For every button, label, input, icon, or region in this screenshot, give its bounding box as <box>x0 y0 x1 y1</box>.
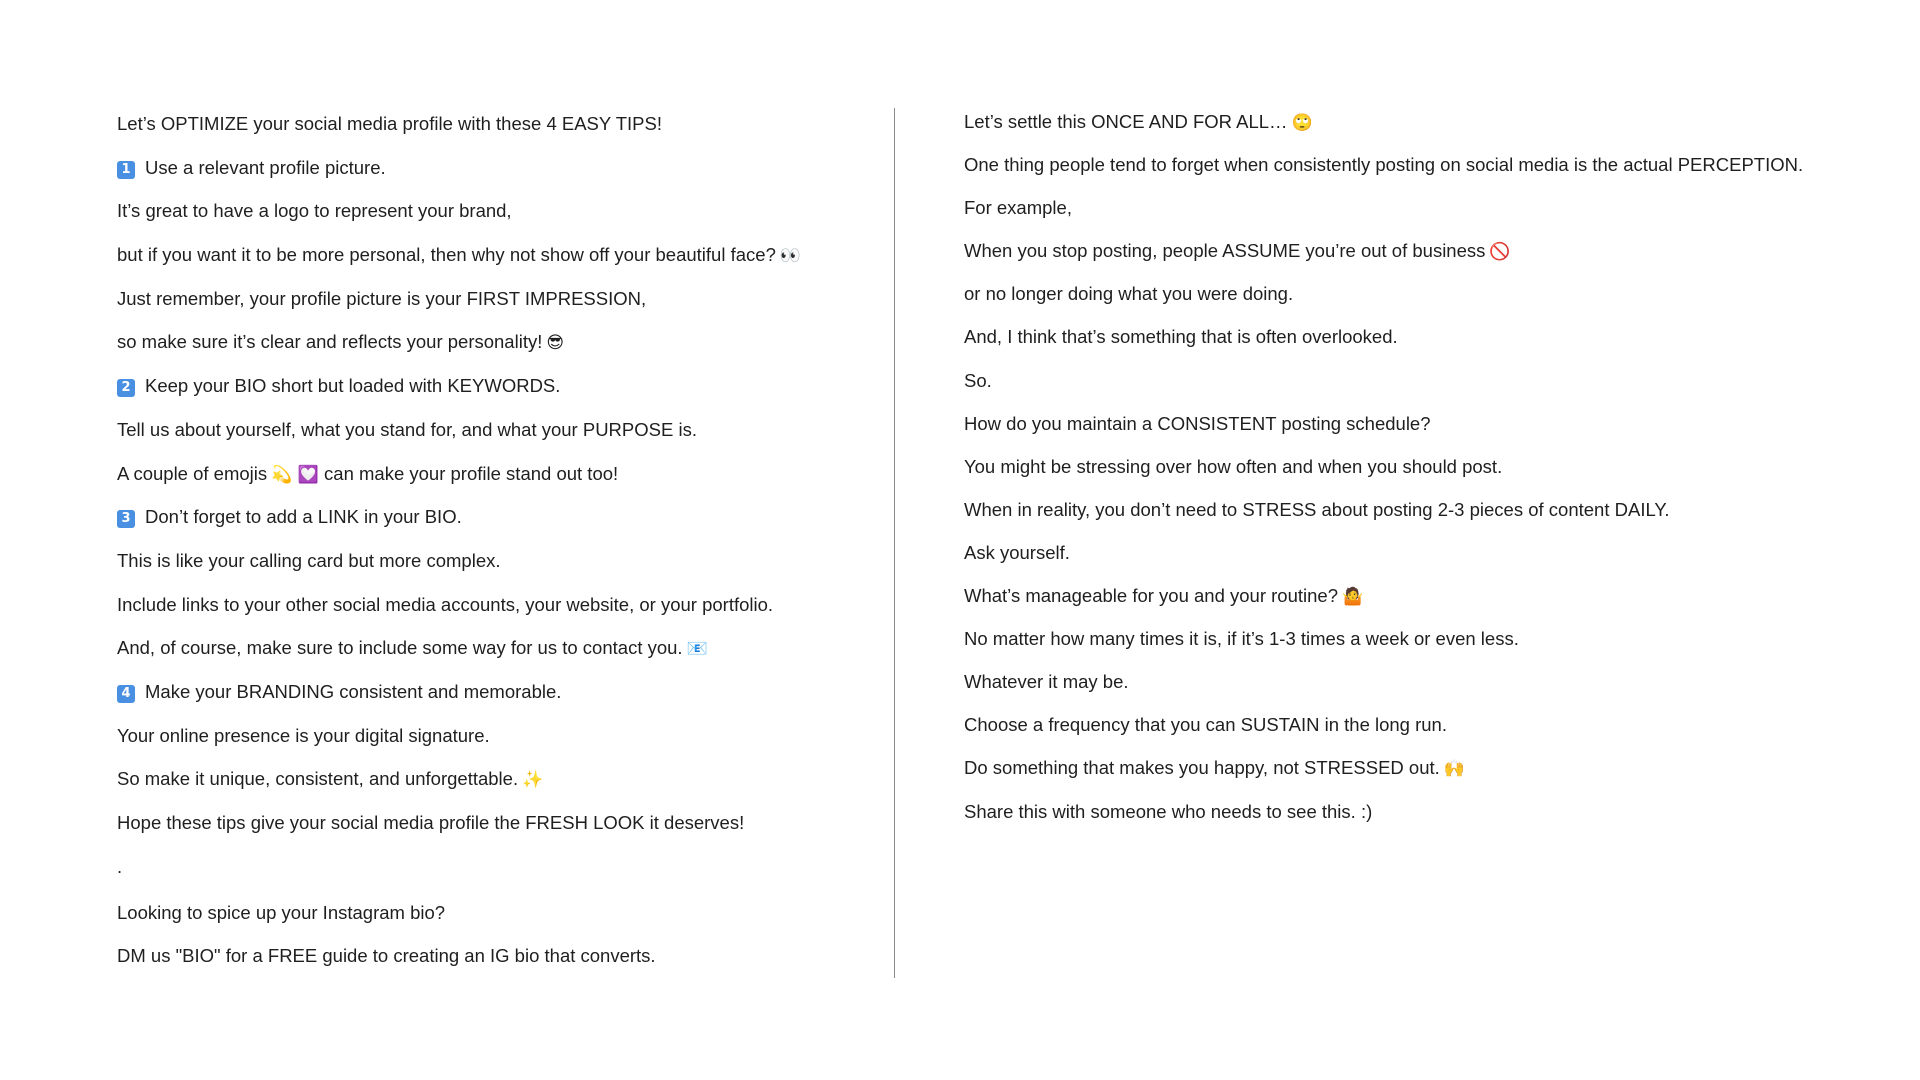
text-line: Hope these tips give your social media profile the FRESH LOOK it deserves! <box>117 812 745 833</box>
text-line: Let’s settle this ONCE AND FOR ALL… 🙄 <box>964 111 1313 133</box>
text-line: so make sure it’s clear and reflects your personality! 😎 <box>117 331 565 354</box>
text-line: It’s great to have a logo to represent your brand, <box>117 200 512 222</box>
text-line: DM us "BIO" for a FREE guide to creating an IG bio that converts. <box>117 945 656 967</box>
text-line: A couple of emojis 💫 💟 can make your profile stand out too! <box>117 462 619 485</box>
email-icon: 📧 <box>686 639 708 660</box>
text-line: So. <box>964 369 992 391</box>
text-line: What’s manageable for you and your routine? 🤷 <box>964 585 1364 608</box>
text-line: Let’s OPTIMIZE your social media profile with these 4 EASY TIPS! <box>117 113 662 134</box>
separator-dot: . <box>117 855 123 877</box>
text-line: So make it unique, consistent, and unforgettable. ✨ <box>117 768 544 791</box>
text-line: or no longer doing what you were doing. <box>964 283 1294 305</box>
text-line: Ask yourself. <box>964 541 1070 563</box>
text-line: And, of course, make sure to include some way for us to contact you. 📧 <box>117 637 708 660</box>
prohibited-icon: 🚫 <box>1489 242 1511 263</box>
left-text-column <box>117 112 877 988</box>
sunglasses-face-icon: 😎 <box>546 333 565 354</box>
dizzy-heart-icons: 💫 💟 <box>271 464 319 485</box>
text-line: Do something that makes you happy, not STRESSED out. 🙌 <box>964 757 1465 780</box>
text-line: This is like your calling card but more complex. <box>117 549 501 571</box>
text-line: One thing people tend to forget when consistently posting on social media is the actual PERCEPTION. <box>964 154 1804 176</box>
text-line: Tell us about yourself, what you stand for, and what your PURPOSE is. <box>117 418 697 440</box>
text-line: Choose a frequency that you can SUSTAIN in the long run. <box>964 714 1447 736</box>
text-line: Share this with someone who needs to see this. :) <box>964 800 1373 822</box>
eye-roll-face-icon: 🙄 <box>1291 113 1313 133</box>
text-line: Your online presence is your digital signature. <box>117 724 490 746</box>
text-line: For example, <box>964 197 1072 219</box>
text-line: Whatever it may be. <box>964 671 1129 693</box>
text-line: but if you want it to be more personal, then why not show off your beautiful face? 👀 <box>117 244 802 267</box>
shrug-icon: 🤷 <box>1342 587 1364 608</box>
text-line: How do you maintain a CONSISTENT posting schedule? <box>964 412 1431 434</box>
text-line: And, I think that’s something that is often overlooked. <box>964 326 1398 348</box>
text-line: You might be stressing over how often and when you should post. <box>964 455 1503 477</box>
text-line: Looking to spice up your Instagram bio? <box>117 901 446 923</box>
tip-heading-3: 3 Don’t forget to add a LINK in your BIO. <box>117 505 877 549</box>
text-line: When in reality, you don’t need to STRESS about posting 2-3 pieces of content DAILY. <box>964 498 1670 520</box>
text-line: No matter how many times it is, if it’s 1-3 times a week or even less. <box>964 628 1519 650</box>
eyes-icon: 👀 <box>779 246 802 267</box>
sparkles-icon: ✨ <box>522 770 544 791</box>
text-line: When you stop posting, people ASSUME you’re out of business 🚫 <box>964 240 1511 263</box>
text-line: Include links to your other social media accounts, your website, or your portfolio. <box>117 593 774 615</box>
column-divider <box>894 108 895 978</box>
right-text-column <box>964 110 1844 843</box>
raised-hands-icon: 🙌 <box>1443 759 1465 780</box>
tip-heading-1: 1 Use a relevant profile picture. <box>117 156 877 200</box>
tip-heading-2: 2 Keep your BIO short but loaded with KEYWORDS. <box>117 374 877 418</box>
keycap-four-icon: 4 <box>117 685 135 703</box>
text-line: Just remember, your profile picture is your FIRST IMPRESSION, <box>117 287 647 309</box>
keycap-one-icon: 1 <box>117 161 135 179</box>
keycap-three-icon: 3 <box>117 510 135 528</box>
tip-heading-4: 4 Make your BRANDING consistent and memorable. <box>117 680 877 724</box>
keycap-two-icon: 2 <box>117 379 135 397</box>
